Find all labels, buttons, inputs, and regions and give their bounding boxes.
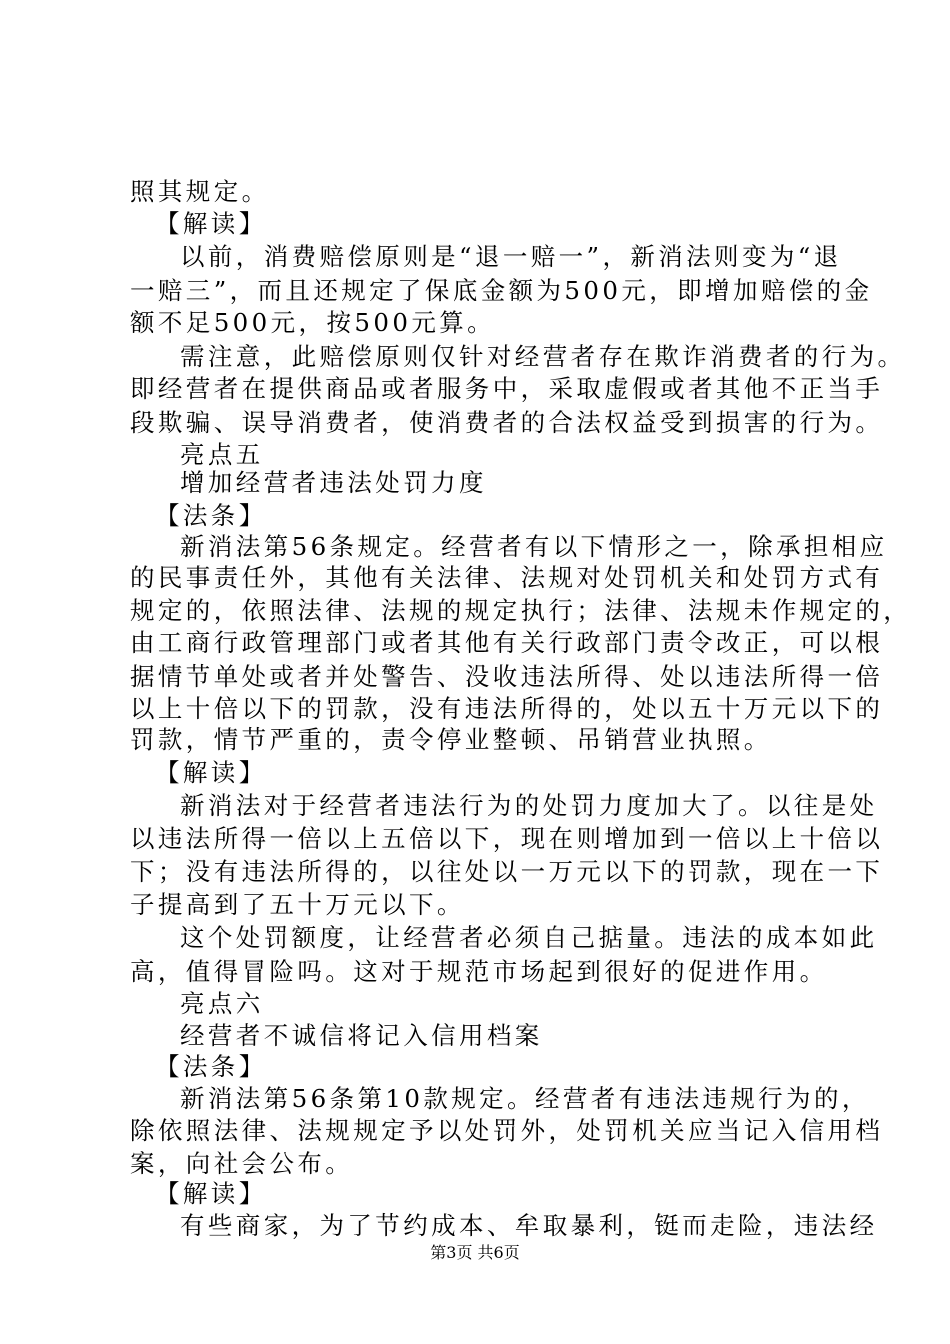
text-line: 新消法第56条第10款规定。经营者有违法违规行为的， bbox=[180, 1084, 870, 1113]
text-line: 子提高到了五十万元以下。 bbox=[130, 890, 465, 919]
text-line: 以违法所得一倍以上五倍以下，现在则增加到一倍以上十倍以 bbox=[130, 824, 884, 853]
text-line: 一赔三”，而且还规定了保底金额为500元，即增加赔偿的金 bbox=[130, 276, 873, 305]
text-line: 额不足500元，按500元算。 bbox=[130, 308, 496, 337]
section-label-interpretation: 【解读】 bbox=[155, 758, 267, 787]
page-number-footer: 第3页 共6页 bbox=[430, 1243, 520, 1262]
section-label-provision: 【法条】 bbox=[155, 1052, 267, 1081]
text-line: 段欺骗、误导消费者，使消费者的合法权益受到损害的行为。 bbox=[130, 408, 884, 437]
text-line: 高，值得冒险吗。这对于规范市场起到很好的促进作用。 bbox=[130, 957, 828, 986]
section-label-provision: 【法条】 bbox=[155, 501, 267, 530]
text-line: 的民事责任外，其他有关法律、法规对处罚机关和处罚方式有 bbox=[130, 563, 884, 592]
section-label-interpretation: 【解读】 bbox=[155, 1179, 267, 1208]
text-line: 新消法第56条规定。经营者有以下情形之一，除承担相应 bbox=[180, 532, 888, 561]
text-line: 除依照法律、法规规定予以处罚外，处罚机关应当记入信用档 bbox=[130, 1116, 884, 1145]
section-label-interpretation: 【解读】 bbox=[155, 209, 267, 238]
text-line: 规定的，依照法律、法规的规定执行；法律、法规未作规定的， bbox=[130, 596, 912, 625]
text-line: 罚款，情节严重的，责令停业整顿、吊销营业执照。 bbox=[130, 725, 772, 754]
text-line: 新消法对于经营者违法行为的处罚力度加大了。以往是处 bbox=[180, 791, 878, 820]
text-line: 案，向社会公布。 bbox=[130, 1149, 354, 1178]
highlight-subheading: 经营者不诚信将记入信用档案 bbox=[180, 1021, 543, 1050]
text-line: 即经营者在提供商品或者服务中，采取虚假或者其他不正当手 bbox=[130, 374, 884, 403]
text-line: 需注意，此赔偿原则仅针对经营者存在欺诈消费者的行为。 bbox=[180, 342, 906, 371]
highlight-heading: 亮点五 bbox=[180, 440, 264, 469]
highlight-heading: 亮点六 bbox=[180, 989, 264, 1018]
text-line: 以前，消费赔偿原则是“退一赔一”，新消法则变为“退 bbox=[180, 242, 842, 271]
text-line: 有些商家，为了节约成本、牟取暴利，铤而走险，违法经 bbox=[180, 1211, 878, 1240]
highlight-subheading: 增加经营者违法处罚力度 bbox=[180, 468, 487, 497]
text-line: 照其规定。 bbox=[130, 177, 270, 206]
text-line: 以上十倍以下的罚款，没有违法所得的，处以五十万元以下的 bbox=[130, 694, 884, 723]
text-line: 据情节单处或者并处警告、没收违法所得、处以违法所得一倍 bbox=[130, 662, 884, 691]
text-line: 这个处罚额度，让经营者必须自己掂量。违法的成本如此 bbox=[180, 923, 878, 952]
text-line: 下；没有违法所得的，以往处以一万元以下的罚款，现在一下 bbox=[130, 857, 884, 886]
text-line: 由工商行政管理部门或者其他有关行政部门责令改正，可以根 bbox=[130, 628, 884, 657]
